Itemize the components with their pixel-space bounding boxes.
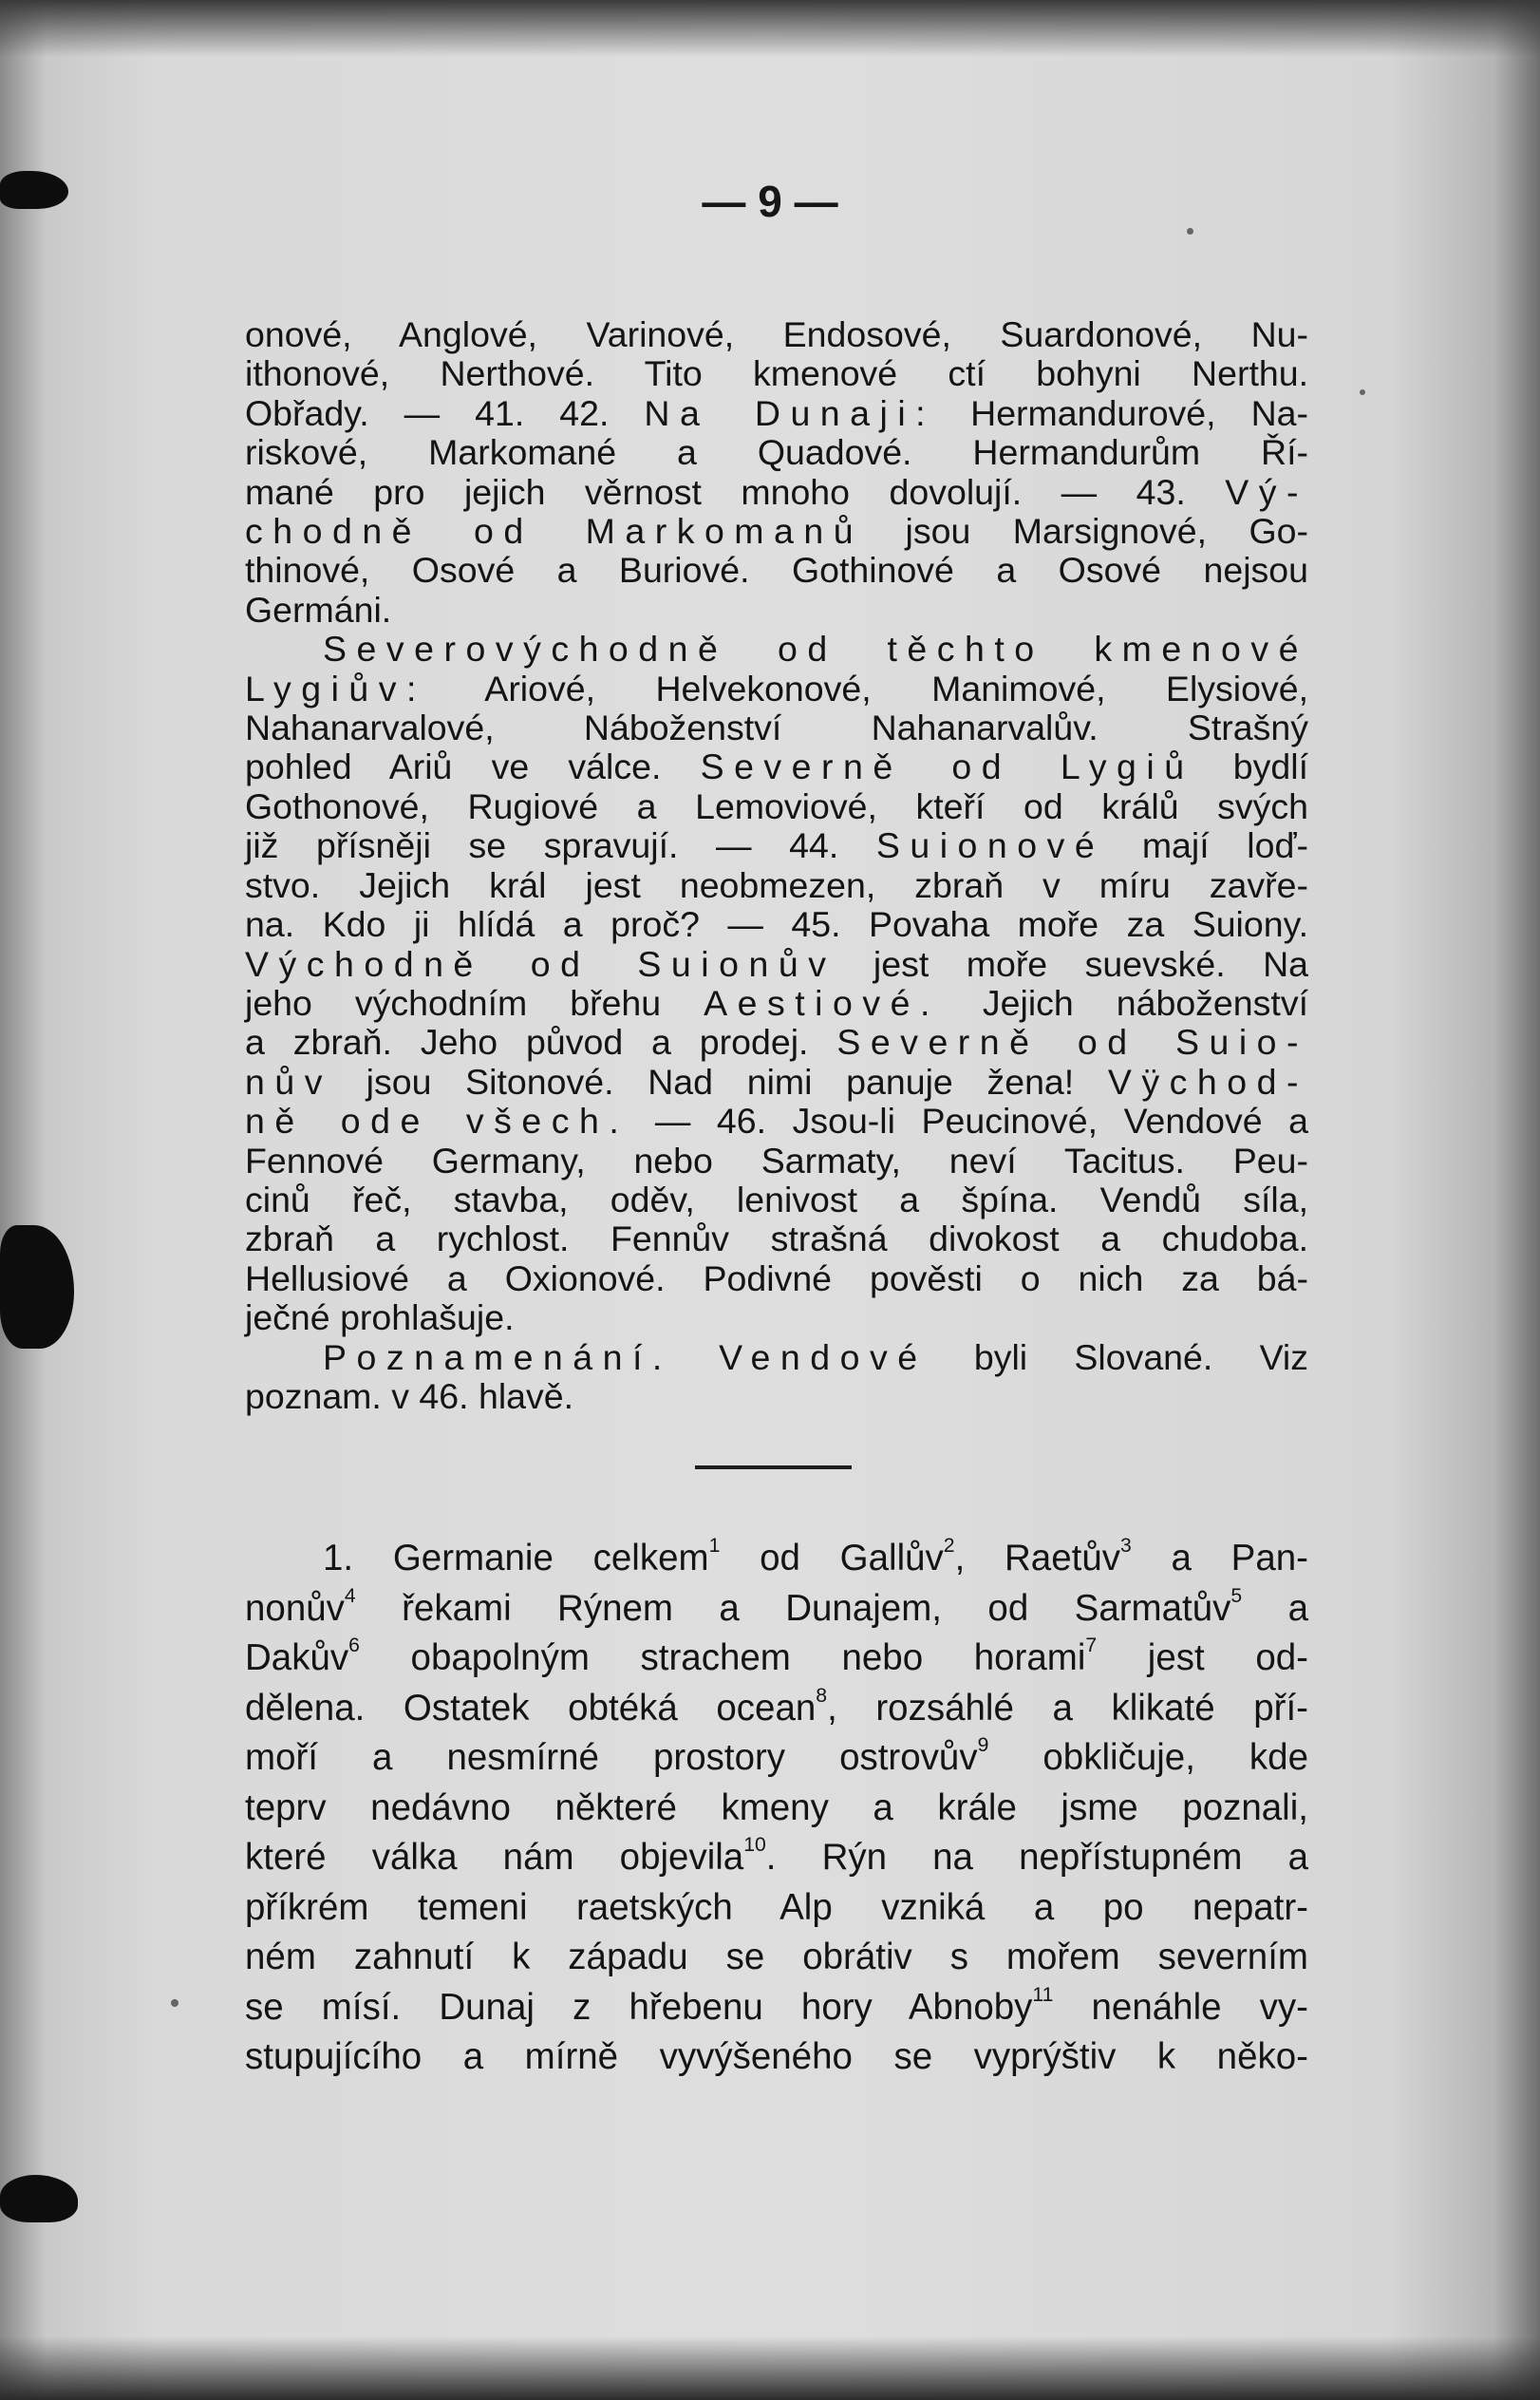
text-line	[245, 591, 1308, 630]
text-segment: a Pan-	[1131, 1538, 1308, 1578]
spaced-emphasis: Aestiové.	[704, 982, 940, 1023]
text-line	[245, 354, 1308, 393]
text-segment: Fennové Germany, nebo Sarmaty, neví Tacitus. Peu-	[245, 1140, 1308, 1181]
text-line	[245, 1784, 1308, 1834]
text-segment: které válka nám objevila	[245, 1837, 744, 1878]
text-line	[245, 670, 1308, 709]
text-segment: riskové, Markomané a Quadové. Hermandurům Ří-	[245, 432, 1308, 473]
text-line	[245, 747, 1308, 786]
text-segment: Germáni.	[245, 589, 392, 630]
text-line	[245, 630, 1308, 669]
text-segment: Gothonové, Rugiové a Lemoviové, kteří od králů svých	[245, 785, 1308, 826]
scan-shadow-top	[0, 0, 1540, 57]
text-segment: , Raetův	[954, 1538, 1120, 1578]
text-segment: bydlí	[1193, 746, 1308, 787]
page-number: — 9 —	[702, 177, 838, 226]
text-segment: 1. Germanie celkem	[323, 1538, 709, 1578]
footnote-ref: 5	[1230, 1584, 1243, 1607]
text-segment: stupujícího a mírně vyvýšeného se vyprýštiv k něko-	[245, 2036, 1308, 2077]
text-line	[245, 2032, 1308, 2083]
text-line	[245, 1102, 1308, 1141]
text-line	[245, 1584, 1308, 1635]
text-line	[245, 1063, 1308, 1102]
text-segment: byli Slované. Viz	[927, 1336, 1308, 1377]
text-segment: ječné prohlašuje.	[245, 1297, 515, 1338]
text-line	[245, 1933, 1308, 1983]
text-line	[245, 826, 1308, 865]
footnote-ref: 10	[743, 1833, 766, 1856]
spaced-emphasis: nův	[245, 1061, 332, 1102]
spaced-emphasis: Suionové	[875, 825, 1105, 866]
main-text-block	[245, 1534, 1308, 2083]
text-line	[245, 1259, 1308, 1298]
spaced-emphasis: Na Dunaji:	[644, 392, 936, 433]
spaced-emphasis: chodně od Markomanů	[245, 511, 864, 552]
text-segment: ithonové, Nerthové. Tito kmenové ctí bohyni Nerthu.	[245, 353, 1308, 394]
spaced-emphasis: ně ode všech.	[245, 1101, 629, 1142]
spaced-emphasis: Východně od Suionův	[245, 943, 836, 984]
text-segment: a zbraň. Jeho původ a prodej.	[245, 1022, 837, 1063]
footnote-ref: 8	[816, 1684, 828, 1707]
text-segment	[672, 1337, 719, 1377]
text-line	[245, 1733, 1308, 1784]
scan-speck	[1360, 389, 1365, 395]
text-segment: jest od-	[1097, 1637, 1308, 1678]
footnote-ref: 6	[348, 1634, 360, 1656]
text-segment: Obřady. — 41. 42.	[245, 392, 645, 433]
text-segment: obkličuje, kde	[988, 1737, 1308, 1778]
spaced-emphasis: Severovýchodně od těchto kmenové	[323, 629, 1308, 670]
scan-shadow-bottom	[0, 2336, 1540, 2400]
text-segment: Hellusiové a Oxionové. Podivné pověsti o nich za bá-	[245, 1257, 1308, 1298]
spaced-emphasis: Vÿchod-	[1107, 1061, 1308, 1102]
text-segment: a	[1242, 1587, 1309, 1629]
footnote-ref: 11	[1032, 1983, 1054, 2006]
spaced-emphasis: Severně od Lygiů	[700, 746, 1194, 787]
text-line	[245, 1338, 1308, 1377]
text-segment: nenáhle vy-	[1053, 1986, 1309, 2028]
footnote-ref: 3	[1119, 1534, 1132, 1557]
spaced-emphasis: Vý-	[1225, 471, 1308, 512]
text-line	[245, 433, 1308, 472]
text-line	[245, 1983, 1308, 2033]
scan-speck	[171, 1999, 178, 2007]
text-segment: onové, Anglové, Varinové, Endosové, Suardonové, Nu-	[245, 314, 1308, 354]
text-line	[245, 905, 1308, 944]
text-segment: příkrém temeni raetských Alp vzniká a po nepatr-	[245, 1886, 1308, 1928]
text-line	[245, 787, 1308, 826]
text-segment: — 46. Jsou-li Peucinové, Vendové a	[629, 1101, 1308, 1142]
text-segment: Jejich náboženství	[939, 982, 1308, 1023]
text-line	[245, 1142, 1308, 1181]
text-segment: jest moře suevské. Na	[836, 943, 1309, 984]
text-line	[245, 315, 1308, 354]
text-segment: dělena. Ostatek obtéká ocean	[245, 1687, 817, 1729]
section-divider	[695, 1465, 852, 1469]
text-segment: Hermandurové, Na-	[935, 392, 1309, 433]
text-segment: od Gallův	[720, 1538, 944, 1578]
text-segment: řekami Rýnem a Dunajem, od Sarmatův	[355, 1587, 1231, 1629]
text-line	[245, 1684, 1308, 1734]
text-segment: obapolným strachem nebo horami	[359, 1637, 1086, 1678]
text-line	[245, 473, 1308, 512]
text-segment: jsou Marsignové, Go-	[863, 511, 1308, 552]
text-segment: nonův	[245, 1587, 345, 1629]
text-segment: mané pro jejich věrnost mnoho dovolují. — 43.	[245, 471, 1226, 512]
text-line	[245, 1023, 1308, 1062]
text-segment: poznam. v 46. hlavě.	[245, 1375, 574, 1416]
text-segment: jeho východním břehu	[245, 982, 704, 1023]
spaced-emphasis: Severně od Suio-	[836, 1022, 1308, 1063]
footnote-ref: 1	[708, 1534, 721, 1557]
text-segment: teprv nedávno některé kmeny a krále jsme poznali,	[245, 1786, 1308, 1828]
footnote-ref: 9	[977, 1733, 989, 1756]
footnote-ref: 2	[943, 1534, 955, 1557]
text-line	[245, 512, 1308, 551]
text-line	[245, 1634, 1308, 1684]
text-segment: ném zahnutí k západu se obrátiv s mořem severním	[245, 1937, 1308, 1977]
text-segment: Dakův	[245, 1637, 349, 1678]
summary-text-block	[245, 315, 1308, 1416]
text-line	[245, 945, 1308, 984]
text-segment: již přísněji se spravují. — 44.	[245, 825, 876, 866]
text-line	[245, 866, 1308, 905]
text-line	[245, 1883, 1308, 1934]
text-segment: moří a nesmírné prostory ostrovův	[245, 1737, 978, 1778]
text-line	[245, 1181, 1308, 1219]
scan-blot-low-left	[0, 2175, 78, 2222]
text-segment: na. Kdo ji hlídá a proč? — 45. Povaha moře za Suiony.	[245, 904, 1308, 945]
text-line	[245, 709, 1308, 747]
text-segment: . Rýn na nepřístupném a	[765, 1837, 1308, 1878]
text-segment: mají loď-	[1104, 825, 1308, 866]
text-line	[245, 551, 1308, 590]
text-line	[245, 984, 1308, 1023]
text-segment: , rozsáhlé a klikaté pří-	[827, 1687, 1308, 1729]
text-segment: jsou Sitonové. Nad nimi panuje žena!	[331, 1061, 1108, 1102]
spaced-emphasis: Lygiův:	[245, 668, 426, 709]
scan-speck	[1187, 228, 1193, 235]
text-segment: se mísí. Dunaj z hřebenu hory Abnoby	[245, 1986, 1033, 2028]
text-segment: stvo. Jejich král jest neobmezen, zbraň v míru zavře-	[245, 864, 1308, 905]
text-segment: thinové, Osové a Buriové. Gothinové a Osové nejsou	[245, 550, 1308, 591]
text-segment: Nahanarvalové, Náboženství Nahanarvalův. Strašný	[245, 708, 1308, 748]
text-line	[245, 1219, 1308, 1258]
footnote-ref: 4	[344, 1584, 356, 1607]
text-line	[245, 394, 1308, 433]
text-segment: Ariové, Helvekonové, Manimové, Elysiové,	[425, 668, 1308, 709]
text-segment: cinů řeč, stavba, oděv, lenivost a špína. Vendů síla,	[245, 1179, 1308, 1219]
text-line	[245, 1534, 1308, 1584]
text-segment: pohled Ariů ve válce.	[245, 746, 701, 787]
spaced-emphasis: Poznamenání.	[323, 1336, 672, 1377]
spaced-emphasis: Vendové	[719, 1336, 928, 1377]
text-line	[245, 1833, 1308, 1883]
text-line	[245, 1298, 1308, 1337]
scan-blot-mid-left	[0, 1225, 74, 1349]
text-segment: zbraň a rychlost. Fennův strašná divokost a chudoba.	[245, 1219, 1308, 1259]
footnote-ref: 7	[1085, 1634, 1098, 1656]
text-line	[245, 1377, 1308, 1416]
